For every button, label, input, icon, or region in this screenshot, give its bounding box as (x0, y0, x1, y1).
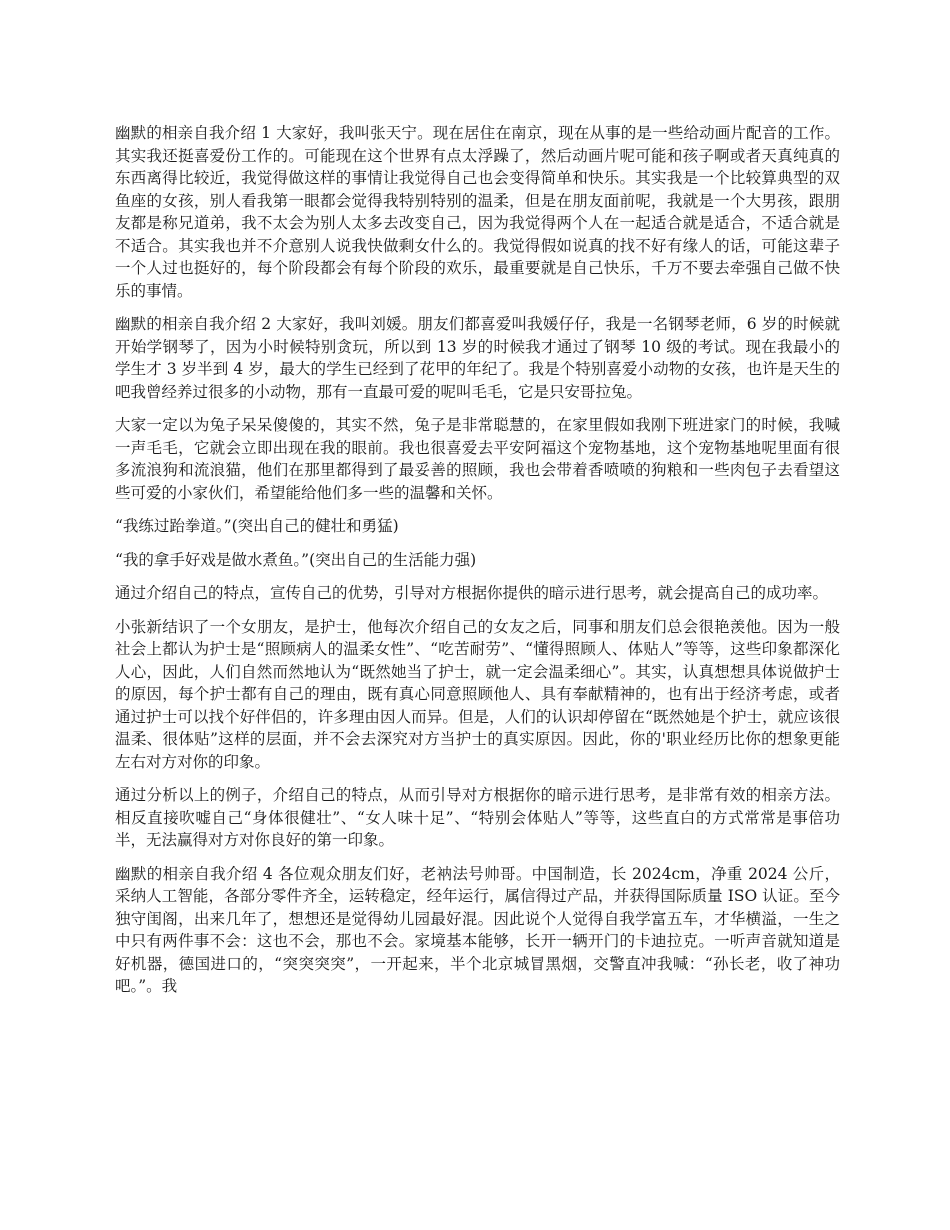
paragraph-quote-taekwondo: “我练过跆拳道。”(突出自己的健壮和勇猛) (115, 517, 399, 535)
paragraph-intro-4: 幽默的相亲自我介绍 4 各位观众朋友们好，老衲法号帅哥。中国制造，长 2024cm，净重 2024 公斤，采纳人工智能，各部分零件齐全，运转稳定，经年运行，属信得过产品，并获得国际质量 ISO 认证。至今独守闺阁，出来几年了，想想还是觉得幼儿园最好混。因此说个人觉得自我学富五车，才华横溢，一生之中只有两件事不会：这也不会，那也不会。家境基本能够，长开一辆开门的卡迪拉克。一听声音就知道是好机器，德国进口的，“突突突突”，一开起来，半个北京城冒黑烟，交警直冲我喊：“孙长老，收了神功吧。”。我 (115, 864, 840, 995)
paragraph-rabbit: 大家一定以为兔子呆呆傻傻的，其实不然，兔子是非常聪慧的，在家里假如我刚下班进家门的时候，我喊一声毛毛，它就会立即出现在我的眼前。我也很喜爱去平安阿福这个宠物基地，这个宠物基地呢里面有很多流浪狗和流浪猫，他们在那里都得到了最妥善的照顾，我也会带着香喷喷的狗粮和一些肉包子去看望这些可爱的小家伙们，希望能给他们多一些的温馨和关怀。 (115, 416, 840, 502)
paragraph-advice: 通过介绍自己的特点，宣传自己的优势，引导对方根据你提供的暗示进行思考，就会提高自己的成功率。 (115, 584, 829, 602)
document-body (115, 122, 840, 1009)
paragraph-nurse-example: 小张新结识了一个女朋友，是护士，他每次介绍自己的女友之后，同事和朋友们总会很艳羡他。因为一般社会上都认为护士是“照顾病人的温柔女性”、“吃苦耐劳”、“懂得照顾人、体贴人”等等，这些印象都深化人心，因此，人们自然而然地认为“既然她当了护士，就一定会温柔细心”。其实，认真想想具体说做护士的原因，每个护士都有自己的理由，既有真心同意照顾他人、具有奉献精神的，也有出于经济考虑，或者通过护士可以找个好伴侣的，许多理由因人而异。但是，人们的认识却停留在“既然她是个护士，就应该很温柔、很体贴”这样的层面，并不会去深究对方当护士的真实原因。因此，你的'职业经历比你的想象更能左右对方对你的印象。 (115, 617, 840, 771)
paragraph-analysis: 通过分析以上的例子，介绍自己的特点，从而引导对方根据你的暗示进行思考，是非常有效的相亲方法。相反直接吹嘘自己“身体很健壮”、“女人味十足”、“特别会体贴人”等等，这些直白的方式常常是事倍功半，无法赢得对方对你良好的第一印象。 (115, 786, 840, 849)
paragraph-intro-1: 幽默的相亲自我介绍 1 大家好，我叫张天宁。现在居住在南京，现在从事的是一些给动画片配音的工作。其实我还挺喜爱份工作的。可能现在这个世界有点太浮躁了，然后动画片呢可能和孩子啊或者天真纯真的东西离得比较近，我觉得做这样的事情让我觉得自己也会变得简单和快乐。其实我是一个比较算典型的双鱼座的女孩，别人看我第一眼都会觉得我特别特别的温柔，但是在朋友面前呢，我就是一个大男孩，跟朋友都是称兄道弟，我不太会为别人太多去改变自己，因为我觉得两个人在一起适合就是适合，不适合就是不适合。其实我也并不介意别人说我快做剩女什么的。我觉得假如说真的找不好有缘人的话，可能这辈子一个人过也挺好的，每个阶段都会有每个阶段的欢乐，最重要就是自己快乐，千万不要去牵强自己做不快乐的事情。 (115, 124, 840, 300)
paragraph-quote-fish: “我的拿手好戏是做水煮鱼。”(突出自己的生活能力强) (115, 550, 477, 569)
paragraph-intro-2: 幽默的相亲自我介绍 2 大家好，我叫刘媛。朋友们都喜爱叫我媛仔仔，我是一名钢琴老师，6 岁的时候就开始学钢琴了，因为小时候特别贪玩，所以到 13 岁的时候我才通过了钢琴 10 级的考试。现在我最小的学生才 3 岁半到 4 岁，最大的学生已经到了花甲的年纪了。我是个特别喜爱小动物的女孩，也许是天生的吧我曾经养过很多的小动物，那有一直最可爱的呢叫毛毛，它是只安哥拉兔。 (115, 315, 840, 401)
